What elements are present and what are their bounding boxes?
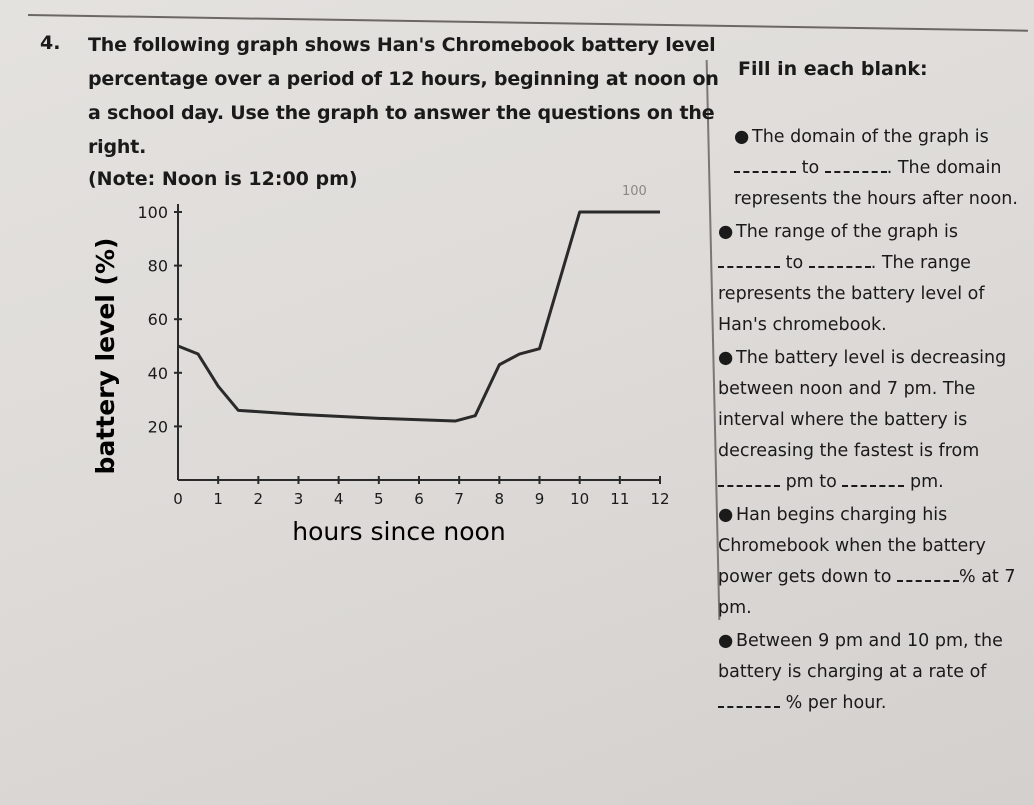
x-tick-label: 4 [333,490,344,508]
bullet-icon: ● [718,222,734,242]
x-tick-label: 5 [374,490,384,508]
blank-domain-end[interactable] [825,157,887,173]
x-tick-label: 8 [494,490,505,508]
bullet-icon: ● [718,348,734,368]
x-tick-label: 10 [570,490,590,508]
x-tick-label: 9 [534,490,545,508]
bullet-icon: ● [734,127,750,147]
fill-item-decreasing: ● The battery level is decreasing between noon and 7 pm. The interval where the battery is decreasing the fastest is from pm to pm. [718,343,1023,498]
blank-interval-end[interactable] [842,471,904,487]
x-tick-label: 1 [213,490,223,508]
battery-level-line [178,212,660,421]
y-tick-label: 40 [147,363,168,383]
y-tick-label: 60 [147,310,168,330]
y-tick-label: 20 [147,417,168,437]
fill-item-rate: ● Between 9 pm and 10 pm, the battery is charging at a rate of % per hour. [718,626,1023,719]
blank-domain-start[interactable] [734,157,796,173]
bullet-icon: ● [718,631,734,651]
fill-item-domain: ● The domain of the graph is to . The domain represents the hours after noon. [734,122,1023,215]
note-text: (Note: Noon is 12:00 pm) [88,168,358,190]
x-tick-label: 3 [293,490,304,508]
blank-range-start[interactable] [718,252,780,268]
y-axis-label: battery level (%) [91,237,120,475]
battery-chart [80,190,700,570]
x-tick-label: 2 [253,490,264,508]
bullet-icon: ● [718,505,734,525]
question-number: 4. [40,32,61,54]
x-tick-label: 7 [454,490,464,508]
blank-interval-start[interactable] [718,471,780,487]
chart-axes [178,204,660,480]
y-tick-label: 80 [147,256,168,276]
x-tick-label: 0 [173,490,183,508]
y-tick-label: 100 [137,203,168,222]
chart-series [178,212,660,421]
x-tick-label: 6 [414,490,424,508]
chart-ticks [137,203,669,508]
blank-charge-level[interactable] [897,566,959,582]
faint-annotation: 100 [622,184,647,199]
fill-in-title: Fill in each blank: [738,58,928,80]
fill-item-range: ● The range of the graph is to . The range represents the battery level of Han's chromebook. [718,217,1023,341]
blank-range-end[interactable] [809,252,871,268]
fill-in-list [718,122,1023,719]
question-text: The following graph shows Han's Chromebook battery level percentage over a period of 12 hours, beginning at noon on a school day. Use the graph to answer the questions on the right. [88,34,719,158]
blank-charge-rate[interactable] [718,692,780,708]
x-axis-label: hours since noon [292,517,506,546]
x-tick-label: 11 [610,490,630,508]
fill-item-charging: ● Han begins charging his Chromebook when the battery power gets down to % at 7 pm. [718,500,1023,624]
x-tick-label: 12 [650,490,670,508]
